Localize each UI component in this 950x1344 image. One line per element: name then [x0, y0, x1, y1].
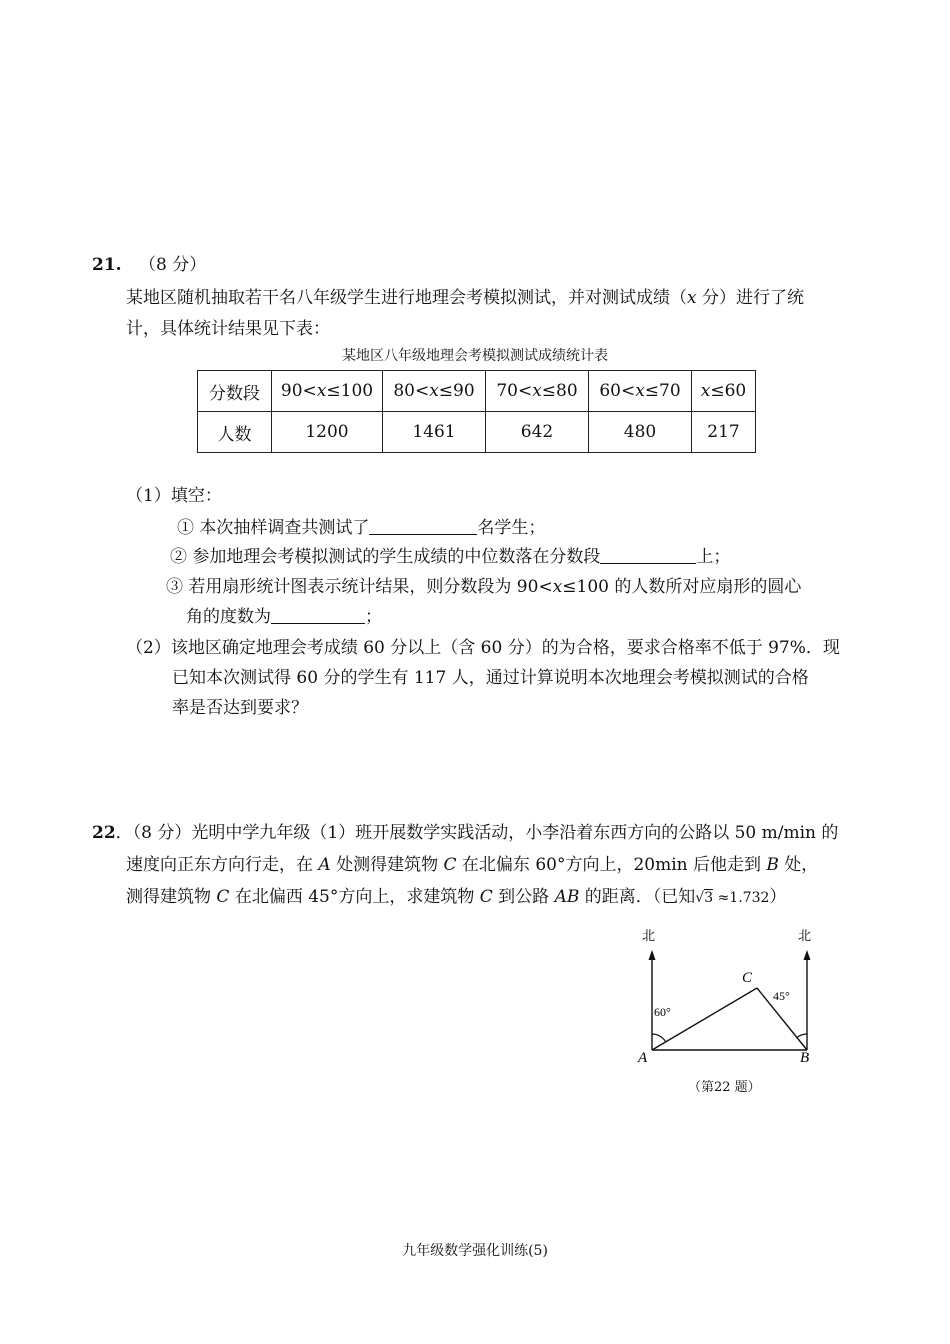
q22-line3: 测得建筑物 C 在北偏西 45°方向上，求建筑物 C 到公路 AB 的距离．（已知√3 ≈1.732）: [126, 887, 787, 907]
q21-intro-line2: 计，具体统计结果见下表：: [126, 319, 330, 339]
figure-caption: （第22 题）: [688, 1080, 761, 1095]
sqrt-expression: [695, 889, 769, 906]
score-stats-table: [197, 370, 756, 453]
segment-ac: [652, 988, 757, 1050]
item3-var: x: [552, 577, 563, 597]
q22-line2: 速度向正东方向行走，在 A 处测得建筑物 C 在北偏东 60°方向上，20min 后他走到 B 处，: [126, 855, 819, 875]
angle-arc-a: [652, 1034, 666, 1042]
answer-blank-1[interactable]: [369, 518, 477, 535]
q21-heading: [92, 254, 206, 276]
item2-suffix: 上；: [696, 547, 731, 567]
north-arrow-right-icon: [804, 950, 811, 960]
table-header-row: [198, 371, 756, 412]
part1-label: （1）填空：: [126, 486, 222, 506]
label-a: A: [638, 1050, 648, 1066]
answer-blank-3[interactable]: [271, 607, 365, 624]
q21-intro-line1: [126, 287, 804, 309]
part2-line1: （2）该地区确定地理会考成绩 60 分以上（含 60 分）的为合格，要求合格率不低于 97%．现: [126, 638, 840, 658]
q21-intro-text-2: 分）进行了统: [696, 288, 804, 308]
count-cell: 480: [589, 412, 692, 453]
q22-text-1: （8 分）光明中学九年级（1）班开展数学实践活动，小李沿着东西方向的公路以 50 m/min 的: [132, 823, 839, 843]
part2-line2: 已知本次测试得 60 分的学生有 117 人，通过计算说明本次地理会考模拟测试的合格: [172, 668, 809, 688]
q21-number: 21.: [92, 255, 122, 275]
point-a-ref: A: [318, 855, 331, 875]
geometry-figure: [630, 920, 830, 1070]
range-cell: 90<x≤100: [272, 371, 383, 412]
item3-line2-suffix: ；: [365, 607, 382, 627]
angle-arc-b: [797, 1034, 807, 1038]
angle-45-label: 45°: [773, 989, 790, 1003]
answer-blank-2[interactable]: [600, 547, 696, 564]
range-cell: 80<x≤90: [383, 371, 486, 412]
q21-intro-var: x: [687, 288, 697, 308]
north-arrow-left-icon: [649, 950, 656, 960]
item3-text: ③ 若用扇形统计图表示统计结果，则分数段为 90<: [166, 577, 553, 597]
page-footer: 九年级数学强化训练(5): [402, 1243, 548, 1259]
item1-suffix: 名学生；: [477, 518, 546, 538]
item3-line2: [186, 606, 382, 628]
item3-text-2: ≤100 的人数所对应扇形的圆心: [562, 577, 802, 597]
q21-intro-text-1: 某地区随机抽取若干名八年级学生进行地理会考模拟测试，并对测试成绩（: [126, 288, 687, 308]
table-count-row: [198, 412, 756, 453]
item2: [170, 546, 730, 568]
approx-value: ≈1.732: [717, 890, 770, 906]
item1-text: ① 本次抽样调查共测试了: [177, 518, 370, 538]
q22-number: 22: [92, 823, 116, 843]
q21-points: （8 分）: [138, 255, 207, 275]
count-cell: 1461: [383, 412, 486, 453]
range-cell: x≤60: [692, 371, 756, 412]
item2-text: ② 参加地理会考模拟测试的学生成绩的中位数落在分数段: [170, 547, 601, 567]
q22-line1: [92, 822, 838, 844]
north-label-right: 北: [798, 929, 812, 944]
item3-line2-text: 角的度数为: [186, 607, 271, 627]
q22-sep: ．: [115, 823, 133, 843]
item3: [166, 576, 801, 598]
label-b: B: [800, 1050, 810, 1066]
count-cell: 217: [692, 412, 756, 453]
label-c: C: [742, 970, 753, 986]
radical-sign: √: [695, 890, 705, 906]
header-label-cell: 分数段: [198, 371, 272, 412]
row-label-cell: 人数: [198, 412, 272, 453]
sqrt-radicand: 3: [704, 890, 714, 906]
point-b-ref: B: [766, 855, 779, 875]
north-label-left: 北: [642, 929, 656, 944]
count-cell: 1200: [272, 412, 383, 453]
table-title: 某地区八年级地理会考模拟测试成绩统计表: [342, 348, 608, 364]
item1: [177, 517, 545, 539]
point-c-ref: C: [443, 855, 457, 875]
part2-line3: 率是否达到要求？: [172, 698, 308, 718]
range-cell: 60<x≤70: [589, 371, 692, 412]
range-cell: 70<x≤80: [486, 371, 589, 412]
angle-60-label: 60°: [654, 1005, 671, 1019]
count-cell: 642: [486, 412, 589, 453]
